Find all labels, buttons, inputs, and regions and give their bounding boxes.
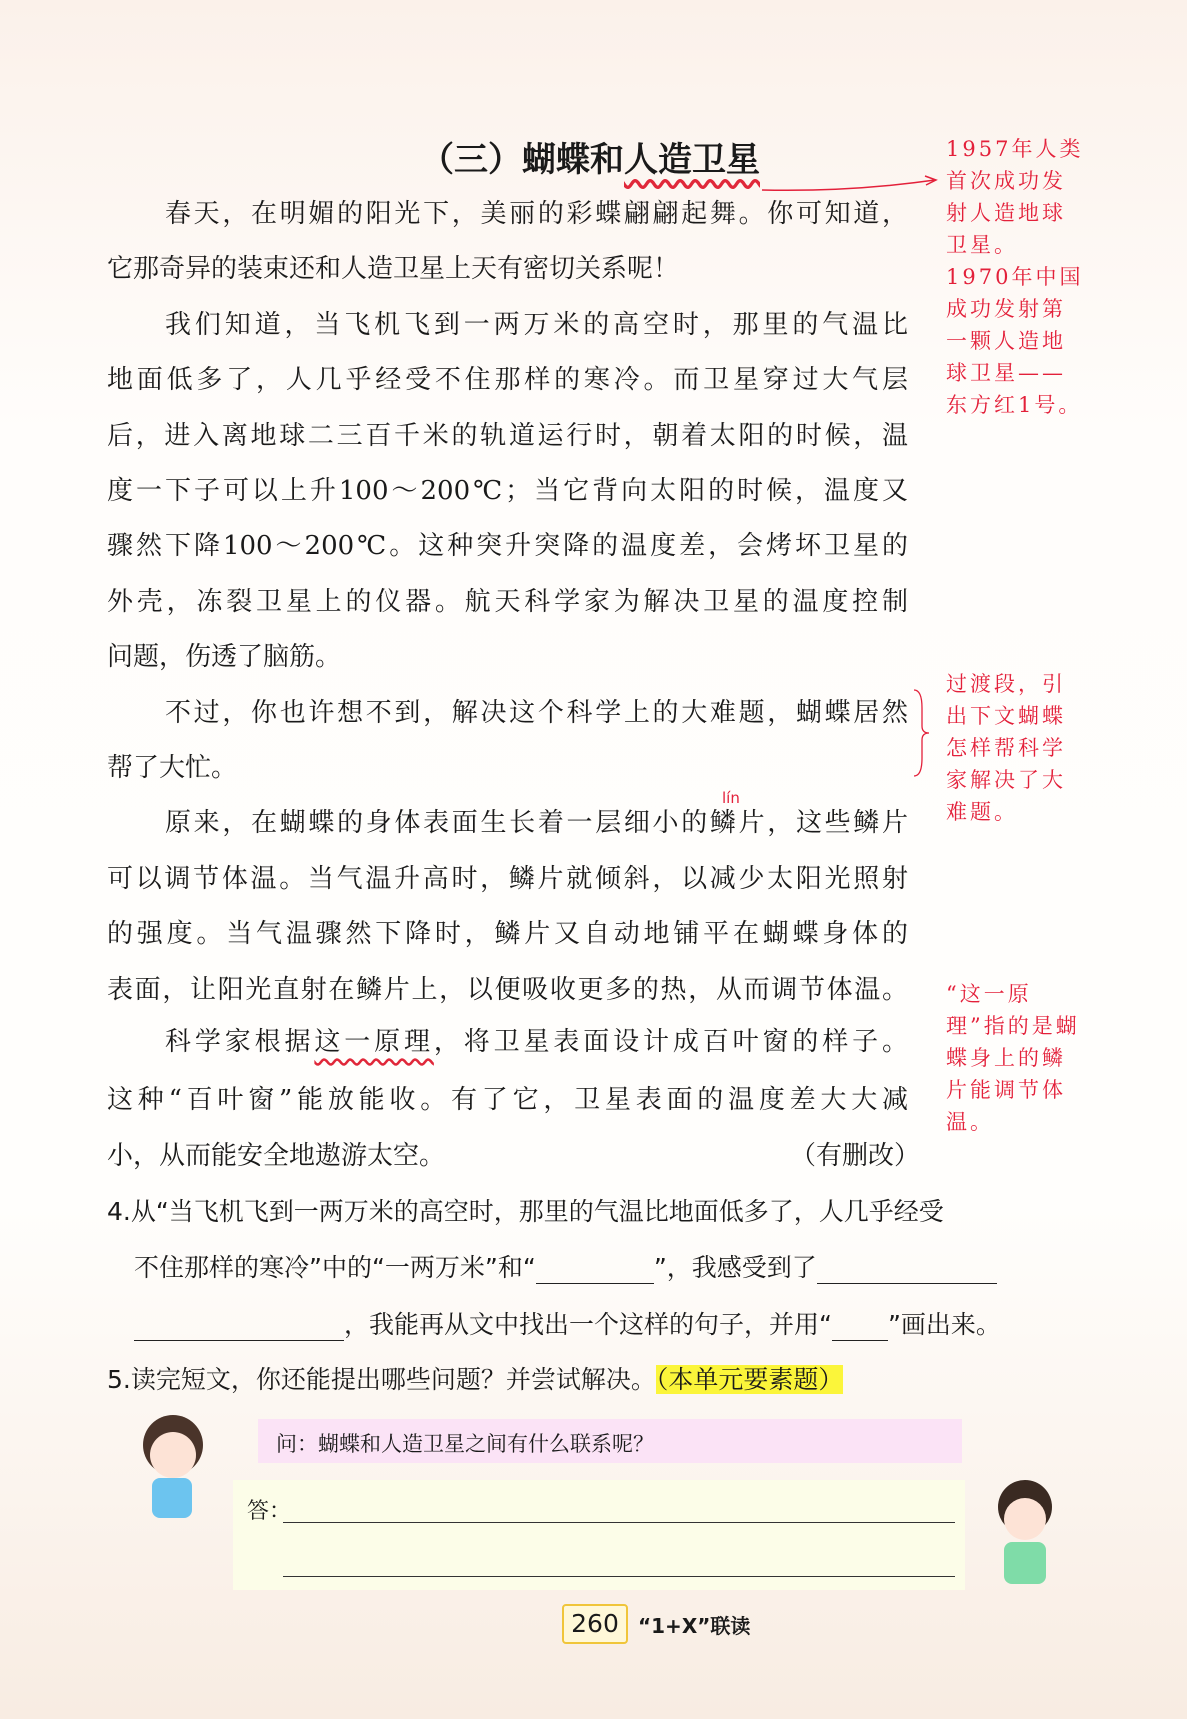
source-note: （有删改） xyxy=(790,1141,921,1171)
margin-note-transition: 过渡段，引出下文蝴蝶怎样帮科学家解决了大难题。 xyxy=(946,672,1066,824)
body-line: 外壳，冻裂卫星上的仪器。航天科学家为解决卫星的温度控制 xyxy=(107,586,908,617)
passage-title xyxy=(420,132,760,181)
question-4-line1: 4.从“当飞机飞到一两万米的高空时，那里的气温比地面低多了，人几乎经受 xyxy=(107,1197,944,1226)
margin-note-principle: “这一原理”指的是蝴蝶身上的鳞片能调节体温。 xyxy=(946,982,1080,1134)
body-line: 骤然下降100～200℃。这种突升突降的温度差，会烤坏卫星的 xyxy=(107,531,908,562)
answer-blank[interactable] xyxy=(817,1255,997,1284)
question-bubble xyxy=(258,1419,962,1463)
body-line: 科学家根据这一原理，将卫星表面设计成百叶窗的样子。 xyxy=(165,1027,908,1057)
question-4-line2: 不住那样的寒冷”中的“一两万米”和“ ”，我感受到了 xyxy=(134,1248,997,1284)
question-text: 问：蝴蝶和人造卫星之间有什么联系呢？ xyxy=(276,1432,654,1456)
page-number: 260 xyxy=(562,1604,628,1644)
body-line: 地面低多了，人几乎经受不住那样的寒冷。而卫星穿过大气层 xyxy=(107,365,908,396)
margin-note-1970: 1970年中国成功发射第一颗人造地球卫星——东方红1号。 xyxy=(946,265,1084,417)
question-5: 5.读完短文，你还能提出哪些问题？并尝试解决。（本单元要素题） xyxy=(107,1365,844,1394)
body-line: 小，从而能安全地遨游太空。 xyxy=(107,1140,446,1171)
body-line: 我们知道，当飞机飞到一两万米的高空时，那里的气温比 xyxy=(165,309,908,340)
body-line: 这种“百叶窗”能放能收。有了它，卫星表面的温度差大大减 xyxy=(107,1085,908,1116)
question-4-line3: ，我能再从文中找出一个这样的句子，并用“ ”画出来。 xyxy=(134,1305,1001,1341)
body-line: 问题，伤透了脑筋。 xyxy=(107,642,342,673)
answer-blank[interactable] xyxy=(832,1312,888,1341)
body-line: 的强度。当气温骤然下降时，鳞片又自动地铺平在蝴蝶身体的 xyxy=(107,919,908,950)
series-label: “1+X”联读 xyxy=(638,1614,751,1638)
body-line: 不过，你也许想不到，解决这个科学上的大难题，蝴蝶居然 xyxy=(165,697,908,728)
margin-note-1957: 1957年人类首次成功发射人造地球卫星。 xyxy=(946,137,1084,257)
brace-icon xyxy=(912,688,932,778)
answer-blank[interactable] xyxy=(134,1312,344,1341)
answer-blank[interactable] xyxy=(536,1255,654,1284)
body-line: 表面，让阳光直射在鳞片上，以便吸收更多的热，从而调节体温。 xyxy=(107,974,908,1005)
answer-line[interactable] xyxy=(283,1522,955,1523)
title-text: （三）蝴蝶和 xyxy=(420,140,624,180)
body-line: 后，进入离地球二三百千米的轨道运行时，朝着太阳的时候，温 xyxy=(107,420,908,451)
title-marked-text: 人造卫星 xyxy=(624,140,760,180)
answer-line[interactable] xyxy=(283,1576,955,1577)
body-line: 帮了大忙。 xyxy=(107,753,238,783)
answer-box[interactable] xyxy=(233,1480,965,1590)
body-line: 度一下子可以上升100～200℃；当它背向太阳的时候，温度又 xyxy=(107,476,908,506)
girl-illustration xyxy=(128,1410,218,1520)
unit-key-tag: （本单元要素题） xyxy=(655,1365,844,1394)
body-line: 可以调节体温。当气温升高时，鳞片就倾斜，以减少太阳光照射 xyxy=(107,863,908,894)
pinyin-annotation: lín xyxy=(722,789,740,807)
body-line: 它那奇异的装束还和人造卫星上天有密切关系呢！ xyxy=(107,254,680,285)
body-line: 原来，在蝴蝶的身体表面生长着一层细小的鳞片，这些鳞片 xyxy=(165,808,908,839)
boy-illustration xyxy=(990,1480,1060,1600)
body-line: 春天，在明媚的阳光下，美丽的彩蝶翩翩起舞。你可知道， xyxy=(165,199,908,229)
answer-label: 答： xyxy=(247,1499,292,1524)
